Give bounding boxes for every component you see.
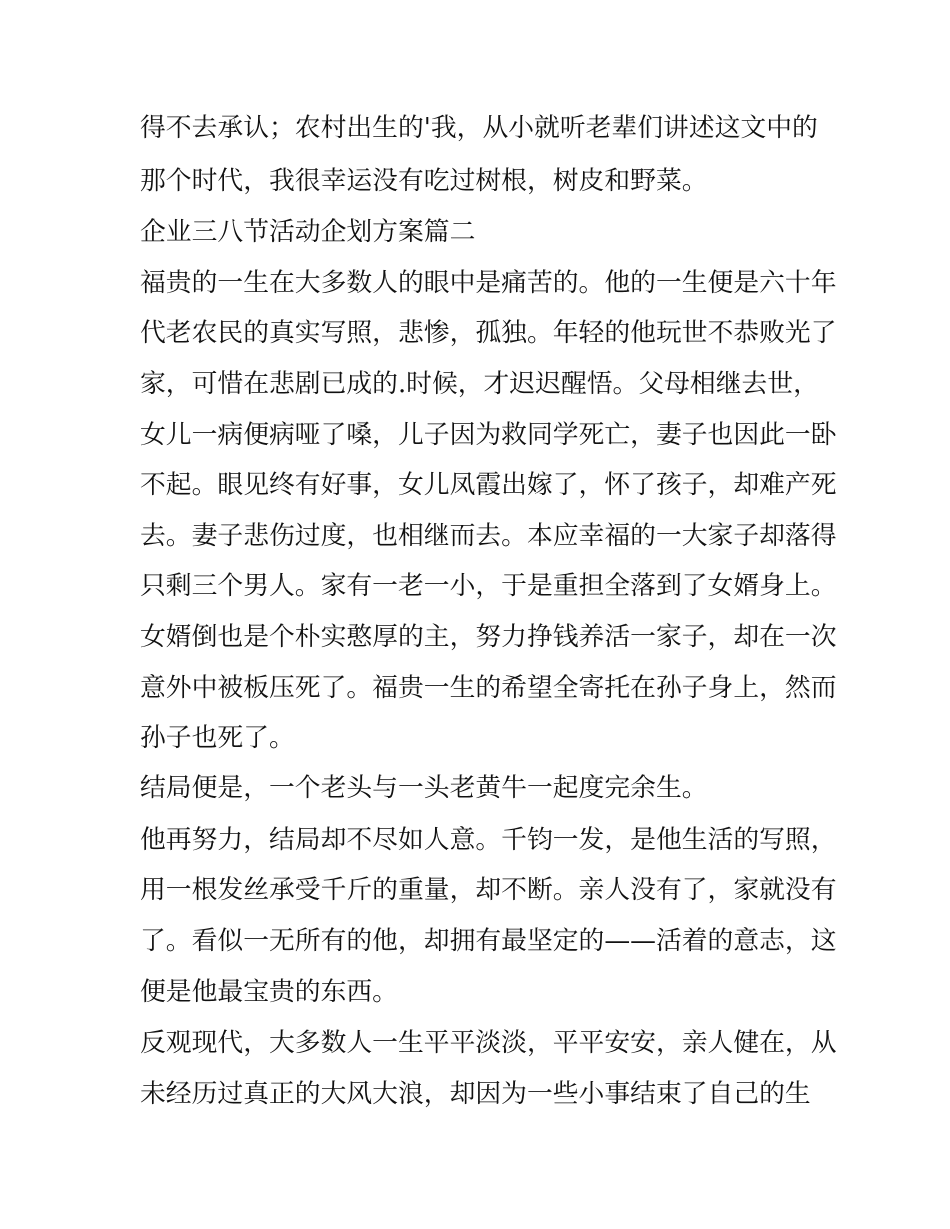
text-line: 只剩三个男人。家有一老一小，于是重担全落到了女婿身上。 [140, 571, 837, 601]
text-line: 他再努力，结局却不尽如人意。千钧一发，是他生活的写照， [140, 825, 837, 855]
text-line: 那个时代，我很幸运没有吃过树根，树皮和野菜。 [140, 166, 708, 196]
text-line: 用一根发丝承受千斤的重量，却不断。亲人没有了，家就没有 [140, 875, 837, 905]
text-line: 便是他最宝贵的东西。 [140, 977, 398, 1007]
text-line: 女儿一病便病哑了嗓，儿子因为救同学死亡，妻子也因此一卧 [140, 420, 837, 450]
text-line: 得不去承认；农村出生的'我，从小就听老辈们讲述这文中的 [140, 113, 818, 143]
text-line: 不起。眼见终有好事，女儿凤霞出嫁了，怀了孩子，却难产死 [140, 470, 837, 500]
text-line: 女婿倒也是个朴实憨厚的主，努力挣钱养活一家子，却在一次 [140, 622, 837, 652]
text-line: 意外中被板压死了。福贵一生的希望全寄托在孙子身上，然而 [140, 673, 837, 703]
text-line: 家，可惜在悲剧已成的.时候，才迟迟醒悟。父母相继去世， [140, 369, 819, 399]
text-line: 孙子也死了。 [140, 723, 295, 753]
text-line: 结局便是，一个老头与一头老黄牛一起度完余生。 [140, 773, 708, 803]
text-line: 了。看似一无所有的他，却拥有最坚定的——活着的意志，这 [140, 926, 837, 956]
text-line: 反观现代，大多数人一生平平淡淡，平平安安，亲人健在，从 [140, 1028, 837, 1058]
text-line: 代老农民的真实写照，悲惨，孤独。年轻的他玩世不恭败光了 [140, 318, 837, 348]
text-line: 未经历过真正的大风大浪，却因为一些小事结束了自己的生 [140, 1079, 811, 1109]
text-line: 福贵的一生在大多数人的眼中是痛苦的。他的一生便是六十年 [140, 268, 837, 298]
text-line: 去。妻子悲伤过度，也相继而去。本应幸福的一大家子却落得 [140, 521, 837, 551]
section-heading: 企业三八节活动企划方案篇二 [140, 217, 476, 247]
